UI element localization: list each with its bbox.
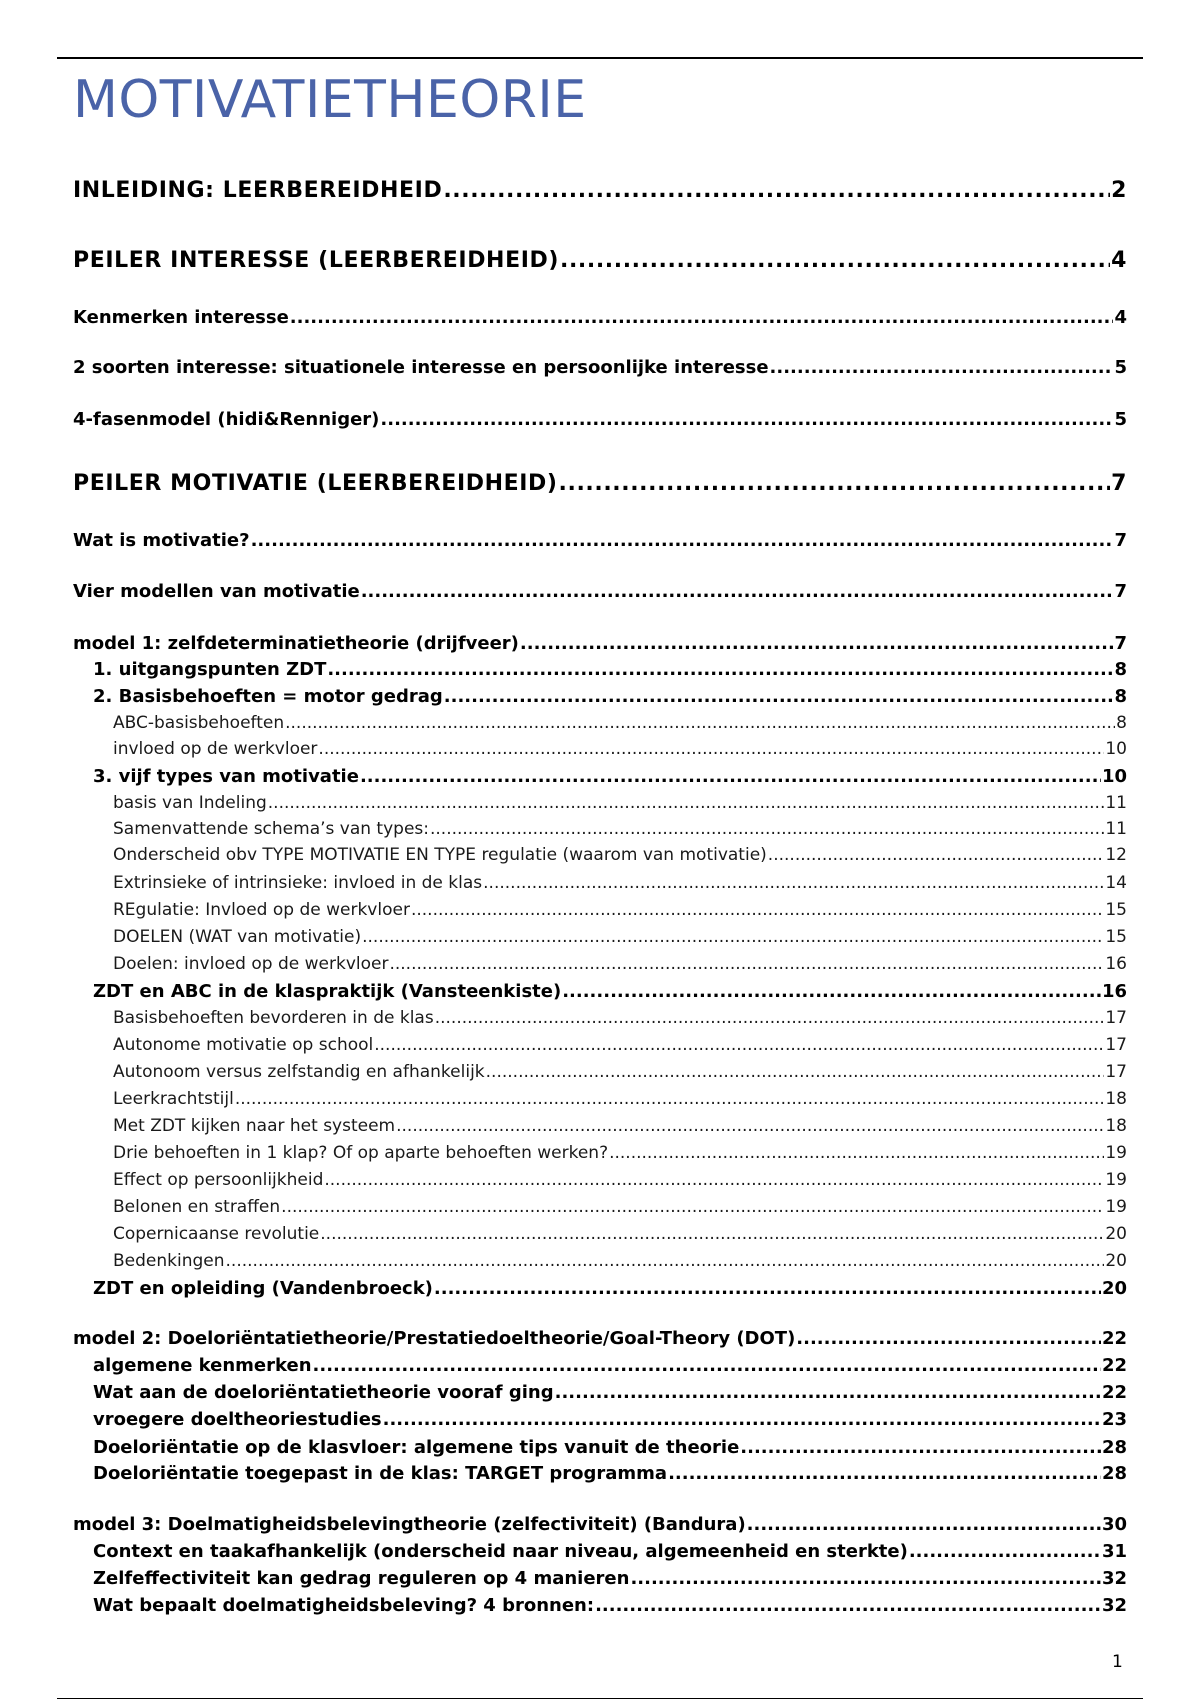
toc-entry-page: 20 — [1101, 1278, 1127, 1299]
toc-entry-page: 19 — [1105, 1143, 1127, 1163]
toc-entry-text: Doeloriëntatie toegepast in de klas: TARGET programma — [93, 1463, 668, 1484]
page-number: 1 — [1112, 1652, 1123, 1672]
toc-dot-leader — [796, 1328, 1101, 1349]
toc-entry-text: Onderscheid obv TYPE MOTIVATIE EN TYPE regulatie (waarom van motivatie) — [113, 845, 767, 865]
toc-entry-page: 20 — [1105, 1251, 1127, 1271]
toc-entry[interactable] — [73, 1197, 1127, 1217]
toc-entry[interactable] — [73, 713, 1127, 733]
toc-entry-text: 4-fasenmodel (hidi&Renniger) — [73, 409, 380, 430]
toc-entry[interactable] — [73, 1224, 1127, 1244]
toc-entry-page: 12 — [1105, 845, 1127, 865]
toc-entry[interactable] — [73, 1355, 1127, 1376]
toc-entry-page: 31 — [1101, 1541, 1127, 1562]
toc-entry[interactable] — [73, 1595, 1127, 1616]
toc-entry-page: 18 — [1105, 1089, 1127, 1109]
toc-entry-page: 16 — [1101, 981, 1127, 1002]
toc-entry-text: Doeloriëntatie op de klasvloer: algemene tips vanuit de theorie — [93, 1437, 740, 1458]
toc-dot-leader — [430, 819, 1104, 839]
toc-dot-leader — [434, 1278, 1101, 1299]
toc-entry[interactable] — [73, 178, 1127, 203]
toc-entry-text: 2. Basisbehoeften = motor gedrag — [93, 686, 443, 707]
toc-entry-text: Doelen: invloed op de werkvloer — [113, 954, 389, 974]
toc-entry-text: INLEIDING: LEERBEREIDHEID — [73, 178, 443, 203]
toc-entry-page: 7 — [1114, 581, 1127, 602]
toc-entry[interactable] — [73, 1278, 1127, 1299]
toc-entry[interactable] — [73, 633, 1127, 654]
toc-dot-leader — [251, 530, 1114, 551]
toc-dot-leader — [740, 1437, 1101, 1458]
toc-entry[interactable] — [73, 581, 1127, 602]
toc-entry-page: 22 — [1101, 1355, 1127, 1376]
toc-entry-page: 11 — [1105, 793, 1127, 813]
toc-dot-leader — [360, 766, 1101, 787]
toc-entry[interactable] — [73, 357, 1127, 378]
toc-entry[interactable] — [73, 793, 1127, 813]
toc-entry-page: 23 — [1101, 1409, 1127, 1430]
toc-entry-page: 17 — [1105, 1062, 1127, 1082]
toc-entry-text: Extrinsieke of intrinsieke: invloed in de klas — [113, 873, 483, 893]
toc-entry-text: invloed op de werkvloer — [113, 739, 318, 759]
toc-dot-leader — [562, 981, 1101, 1002]
toc-entry-text: Wat is motivatie? — [73, 530, 250, 551]
toc-entry[interactable] — [73, 471, 1127, 496]
toc-entry-text: Effect op persoonlijkheid — [113, 1170, 324, 1190]
toc-entry[interactable] — [73, 307, 1127, 328]
toc-entry-text: model 1: zelfdeterminatietheorie (drijfveer) — [73, 633, 519, 654]
toc-entry-text: basis van Indeling — [113, 793, 267, 813]
toc-entry-page: 20 — [1105, 1224, 1127, 1244]
toc-entry-text: model 3: Doelmatigheidsbelevingtheorie (zelfectiviteit) (Bandura) — [73, 1514, 746, 1535]
toc-entry[interactable] — [73, 1035, 1127, 1055]
toc-dot-leader — [396, 1116, 1104, 1136]
toc-dot-leader — [559, 471, 1111, 496]
toc-entry[interactable] — [73, 1514, 1127, 1535]
toc-entry-page: 8 — [1114, 659, 1127, 680]
toc-dot-leader — [361, 581, 1114, 602]
toc-dot-leader — [609, 1143, 1104, 1163]
toc-entry-text: Copernicaanse revolutie — [113, 1224, 320, 1244]
toc-entry-text: PEILER MOTIVATIE (LEERBEREIDHEID) — [73, 471, 558, 496]
top-rule — [57, 57, 1143, 59]
toc-entry[interactable] — [73, 845, 1127, 865]
toc-entry-text: Leerkrachtstijl — [113, 1089, 234, 1109]
toc-entry[interactable] — [73, 1409, 1127, 1430]
toc-entry[interactable] — [73, 1382, 1127, 1403]
toc-entry-text: Context en taakafhankelijk (onderscheid naar niveau, algemeenheid en sterkte) — [93, 1541, 908, 1562]
toc-dot-leader — [444, 686, 1114, 707]
toc-entry[interactable] — [73, 739, 1127, 759]
toc-entry-text: vroegere doeltheoriestudies — [93, 1409, 382, 1430]
toc-entry-text: Vier modellen van motivatie — [73, 581, 360, 602]
toc-entry-page: 10 — [1101, 766, 1127, 787]
toc-entry-text: ABC-basisbehoeften — [113, 713, 285, 733]
toc-entry-text: Samenvattende schema’s van types: — [113, 819, 429, 839]
toc-entry-page: 7 — [1114, 530, 1127, 551]
toc-entry[interactable] — [73, 1116, 1127, 1136]
toc-entry-text: ZDT en ABC in de klaspraktijk (Vansteenkiste) — [93, 981, 562, 1002]
toc-entry-page: 22 — [1101, 1382, 1127, 1403]
toc-entry-page: 8 — [1114, 686, 1127, 707]
toc-entry-page: 7 — [1111, 471, 1127, 496]
toc-entry-page: 4 — [1111, 248, 1127, 273]
toc-entry-page: 32 — [1101, 1595, 1127, 1616]
toc-entry-page: 15 — [1105, 900, 1127, 920]
toc-entry-text: algemene kenmerken — [93, 1355, 312, 1376]
toc-entry[interactable] — [73, 1568, 1127, 1589]
toc-dot-leader — [324, 1170, 1104, 1190]
toc-entry-text: DOELEN (WAT van motivatie) — [113, 927, 362, 947]
document-title: MOTIVATIETHEORIE — [73, 70, 587, 130]
toc-entry[interactable] — [73, 1251, 1127, 1271]
toc-entry-page: 32 — [1101, 1568, 1127, 1589]
toc-entry-text: ZDT en opleiding (Vandenbroeck) — [93, 1278, 433, 1299]
toc-entry-text: Bedenkingen — [113, 1251, 225, 1271]
toc-dot-leader — [411, 900, 1104, 920]
toc-dot-leader — [383, 1409, 1101, 1430]
toc-entry-text: Drie behoeften in 1 klap? Of op aparte behoeften werken? — [113, 1143, 609, 1163]
toc-entry[interactable] — [73, 819, 1127, 839]
toc-entry-text: REgulatie: Invloed op de werkvloer — [113, 900, 410, 920]
toc-entry-text: 3. vijf types van motivatie — [93, 766, 359, 787]
toc-dot-leader — [770, 357, 1114, 378]
toc-dot-leader — [520, 633, 1114, 654]
toc-entry-page: 28 — [1101, 1463, 1127, 1484]
toc-dot-leader — [483, 873, 1104, 893]
toc-entry-page: 16 — [1105, 954, 1127, 974]
toc-entry[interactable] — [73, 900, 1127, 920]
toc-dot-leader — [668, 1463, 1101, 1484]
toc-entry[interactable] — [73, 1062, 1127, 1082]
toc-dot-leader — [281, 1197, 1104, 1217]
toc-dot-leader — [327, 659, 1113, 680]
toc-entry-page: 22 — [1101, 1328, 1127, 1349]
toc-entry-page: 18 — [1105, 1116, 1127, 1136]
toc-entry[interactable] — [73, 409, 1127, 430]
toc-dot-leader — [486, 1062, 1105, 1082]
toc-entry[interactable] — [73, 766, 1127, 787]
toc-dot-leader — [389, 954, 1104, 974]
toc-dot-leader — [595, 1595, 1101, 1616]
toc-entry-page: 11 — [1105, 819, 1127, 839]
toc-dot-leader — [268, 793, 1105, 813]
toc-entry-page: 7 — [1114, 633, 1127, 654]
toc-dot-leader — [320, 1224, 1104, 1244]
toc-entry[interactable] — [73, 1170, 1127, 1190]
toc-entry[interactable] — [73, 659, 1127, 680]
toc-entry-text: Autonome motivatie op school — [113, 1035, 374, 1055]
toc-entry-page: 19 — [1105, 1170, 1127, 1190]
toc-entry-page: 15 — [1105, 927, 1127, 947]
toc-entry[interactable] — [73, 530, 1127, 551]
toc-dot-leader — [630, 1568, 1100, 1589]
toc-entry-text: PEILER INTERESSE (LEERBEREIDHEID) — [73, 248, 559, 273]
toc-entry-text: Met ZDT kijken naar het systeem — [113, 1116, 396, 1136]
toc-dot-leader — [313, 1355, 1101, 1376]
toc-entry[interactable] — [73, 1328, 1127, 1349]
toc-entry-page: 17 — [1105, 1008, 1127, 1028]
toc-entry-page: 5 — [1114, 409, 1127, 430]
toc-dot-leader — [285, 713, 1115, 733]
toc-entry-text: Kenmerken interesse — [73, 307, 289, 328]
toc-dot-leader — [560, 248, 1110, 273]
toc-entry-page: 28 — [1101, 1437, 1127, 1458]
toc-entry-text: Wat aan de doeloriëntatietheorie vooraf ging — [93, 1382, 554, 1403]
toc-entry-text: Autonoom versus zelfstandig en afhankelijk — [113, 1062, 485, 1082]
toc-entry-page: 2 — [1111, 178, 1127, 203]
toc-dot-leader — [380, 409, 1113, 430]
toc-entry[interactable] — [73, 1089, 1127, 1109]
toc-entry-text: Basisbehoeften bevorderen in de klas — [113, 1008, 434, 1028]
toc-entry-page: 4 — [1114, 307, 1127, 328]
toc-entry[interactable] — [73, 1463, 1127, 1484]
toc-entry-page: 17 — [1105, 1035, 1127, 1055]
toc-dot-leader — [362, 927, 1104, 947]
toc-entry[interactable] — [73, 1541, 1127, 1562]
toc-dot-leader — [226, 1251, 1105, 1271]
toc-entry-page: 30 — [1101, 1514, 1127, 1535]
toc-entry[interactable] — [73, 1143, 1127, 1163]
toc-dot-leader — [768, 845, 1105, 865]
toc-dot-leader — [290, 307, 1114, 328]
bottom-rule — [57, 1698, 1143, 1699]
toc-entry-text: Zelfeffectiviteit kan gedrag reguleren op 4 manieren — [93, 1568, 630, 1589]
toc-dot-leader — [318, 739, 1104, 759]
toc-entry-text: 1. uitgangspunten ZDT — [93, 659, 327, 680]
toc-dot-leader — [435, 1008, 1105, 1028]
toc-entry-text: Wat bepaalt doelmatigheidsbeleving? 4 bronnen: — [93, 1595, 595, 1616]
toc-entry[interactable] — [73, 981, 1127, 1002]
toc-entry-page: 10 — [1105, 739, 1127, 759]
toc-entry-page: 8 — [1116, 713, 1127, 733]
toc-entry[interactable] — [73, 686, 1127, 707]
toc-dot-leader — [235, 1089, 1105, 1109]
toc-entry-text: model 2: Doeloriëntatietheorie/Prestatiedoeltheorie/Goal-Theory (DOT) — [73, 1328, 796, 1349]
toc-dot-leader — [909, 1541, 1101, 1562]
toc-entry-text: 2 soorten interesse: situationele interesse en persoonlijke interesse — [73, 357, 769, 378]
toc-dot-leader — [443, 178, 1110, 203]
toc-dot-leader — [747, 1514, 1101, 1535]
toc-entry-page: 14 — [1105, 873, 1127, 893]
toc-entry[interactable] — [73, 1008, 1127, 1028]
toc-entry-page: 5 — [1114, 357, 1127, 378]
toc-dot-leader — [555, 1382, 1101, 1403]
toc-entry[interactable] — [73, 873, 1127, 893]
toc-entry-text: Belonen en straffen — [113, 1197, 281, 1217]
toc-entry[interactable] — [73, 927, 1127, 947]
toc-dot-leader — [374, 1035, 1104, 1055]
toc-entry[interactable] — [73, 1437, 1127, 1458]
toc-entry[interactable] — [73, 248, 1127, 273]
toc-entry[interactable] — [73, 954, 1127, 974]
toc-entry-page: 19 — [1105, 1197, 1127, 1217]
